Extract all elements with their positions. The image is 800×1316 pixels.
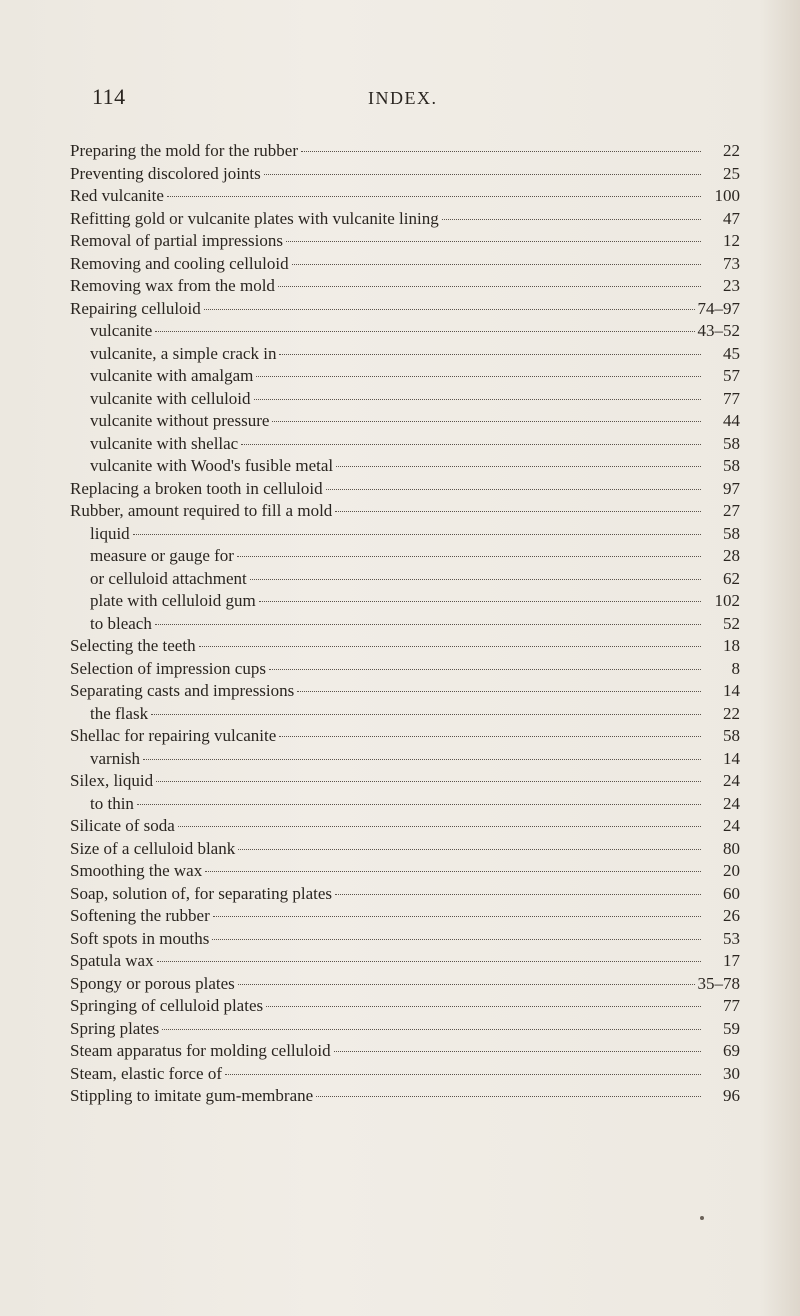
entry-page-ref: 28 — [723, 546, 740, 565]
dot-leader — [162, 1029, 701, 1030]
index-subentry — [70, 703, 740, 726]
index-subentry — [70, 568, 740, 591]
dot-leader — [199, 646, 701, 647]
page-header — [0, 84, 800, 112]
entry-page-ref: 57 — [723, 366, 740, 385]
index-entry — [70, 770, 740, 793]
index-subentry — [70, 748, 740, 771]
dot-leader — [254, 399, 701, 400]
entry-term: Silex, liquid — [70, 771, 154, 790]
entry-page-ref: 45 — [723, 343, 740, 363]
entry-page-ref: 102 — [714, 591, 740, 610]
entry-page-ref: 20 — [723, 861, 740, 880]
index-entry — [70, 298, 740, 321]
dot-leader — [334, 1051, 701, 1052]
index-subentry — [70, 523, 740, 546]
index-entry — [70, 230, 740, 253]
entry-page-ref: 14 — [723, 681, 740, 700]
index-entry — [70, 680, 740, 703]
entry-page-ref: 24 — [723, 816, 740, 835]
entry-page-ref: 59 — [723, 1018, 740, 1038]
dot-leader — [316, 1096, 701, 1097]
index-entry — [70, 253, 740, 276]
entry-page-ref: 18 — [723, 636, 740, 655]
entry-page-ref: 60 — [723, 883, 740, 903]
entry-page-ref: 17 — [723, 951, 740, 970]
index-entry — [70, 1085, 740, 1108]
index-entry — [70, 140, 740, 163]
entry-term: Spatula wax — [70, 951, 154, 970]
index-entry — [70, 500, 740, 523]
dot-leader — [213, 916, 701, 917]
index-subentry — [70, 545, 740, 568]
entry-term: Size of a celluloid blank — [70, 838, 236, 858]
dot-leader — [250, 579, 701, 580]
entry-page-ref: 62 — [723, 568, 740, 588]
index-entry — [70, 950, 740, 973]
index-subentry — [70, 455, 740, 478]
entry-term: vulcanite with shellac — [90, 433, 239, 453]
index-entry — [70, 275, 740, 298]
dot-leader — [335, 511, 701, 512]
entry-page-ref: 52 — [723, 613, 740, 633]
entry-term: to thin — [90, 793, 134, 813]
entry-term: Silicate of soda — [70, 816, 175, 835]
index-entry — [70, 815, 740, 838]
dot-leader — [238, 984, 695, 985]
index-subentry — [70, 410, 740, 433]
index-entry — [70, 883, 740, 906]
index-entry — [70, 1063, 740, 1086]
entry-term: vulcanite with celluloid — [90, 388, 251, 408]
entry-term: Selecting the teeth — [70, 636, 196, 655]
entry-term: Selection of impression cups — [70, 658, 266, 678]
index-subentry — [70, 388, 740, 411]
entry-page-ref: 25 — [723, 163, 740, 183]
dot-leader — [336, 466, 701, 467]
entry-page-ref: 58 — [723, 456, 740, 475]
dot-leader — [278, 286, 701, 287]
index-subentry — [70, 590, 740, 613]
entry-page-ref: 44 — [723, 411, 740, 430]
dot-leader — [225, 1074, 701, 1075]
running-title: INDEX. — [368, 88, 438, 108]
index-subentry — [70, 793, 740, 816]
entry-term: Soft spots in mouths — [70, 928, 210, 948]
dot-leader — [256, 376, 701, 377]
entry-term: Preparing the mold for the rubber — [70, 141, 299, 160]
entry-term: Removing and cooling celluloid — [70, 253, 289, 273]
entry-term: Replacing a broken tooth in celluloid — [70, 478, 323, 498]
entry-term: Stippling to imitate gum-membrane — [70, 1086, 314, 1105]
entry-page-ref: 100 — [714, 186, 740, 205]
index-subentry — [70, 365, 740, 388]
entry-term: or celluloid attachment — [90, 568, 247, 588]
entry-page-ref: 22 — [723, 141, 740, 160]
index-entry — [70, 1018, 740, 1041]
dot-leader — [292, 264, 701, 265]
entry-page-ref: 12 — [723, 231, 740, 250]
entry-page-ref: 74–97 — [697, 298, 740, 318]
entry-page-ref: 97 — [723, 478, 740, 498]
dot-leader — [155, 624, 701, 625]
entry-page-ref: 80 — [723, 838, 740, 858]
index-subentry — [70, 320, 740, 343]
entry-term: vulcanite with amalgam — [90, 366, 254, 385]
index-subentry — [70, 613, 740, 636]
entry-term: measure or gauge for — [90, 546, 234, 565]
entry-term: Steam apparatus for molding celluloid — [70, 1041, 331, 1060]
entry-term: Preventing discolored joints — [70, 163, 261, 183]
entry-page-ref: 47 — [723, 208, 740, 228]
index-entry — [70, 1040, 740, 1063]
entry-page-ref: 58 — [723, 726, 740, 745]
dot-leader — [269, 669, 701, 670]
entry-term: Red vulcanite — [70, 186, 164, 205]
dot-leader — [212, 939, 701, 940]
entry-term: the flask — [90, 703, 149, 723]
entry-page-ref: 69 — [723, 1041, 740, 1060]
entry-term: vulcanite with Wood's fusible metal — [90, 456, 334, 475]
entry-page-ref: 43–52 — [697, 321, 740, 340]
entry-term: plate with celluloid gum — [90, 591, 256, 610]
entry-page-ref: 77 — [723, 996, 740, 1015]
dot-leader — [326, 489, 701, 490]
entry-term: Repairing celluloid — [70, 298, 201, 318]
dot-leader — [157, 961, 701, 962]
dot-leader — [178, 826, 701, 827]
dot-leader — [266, 1006, 701, 1007]
dot-leader — [335, 894, 701, 895]
dot-leader — [205, 871, 701, 872]
entry-page-ref: 77 — [723, 388, 740, 408]
index-entries — [70, 140, 740, 1108]
index-entry — [70, 725, 740, 748]
index-entry — [70, 905, 740, 928]
dot-leader — [301, 151, 701, 152]
entry-term: Removing wax from the mold — [70, 276, 275, 295]
dot-leader — [442, 219, 701, 220]
entry-term: Soap, solution of, for separating plates — [70, 883, 333, 903]
index-entry — [70, 838, 740, 861]
entry-term: vulcanite, a simple crack in — [90, 343, 277, 363]
dot-leader — [143, 759, 701, 760]
dot-leader — [151, 714, 701, 715]
dot-leader — [272, 421, 701, 422]
entry-term: Spring plates — [70, 1018, 160, 1038]
entry-term: varnish — [90, 748, 141, 768]
dot-leader — [137, 804, 701, 805]
dot-leader — [237, 556, 701, 557]
index-entry — [70, 860, 740, 883]
dot-leader — [155, 331, 694, 332]
page-number: 114 — [92, 84, 126, 109]
dot-leader — [297, 691, 701, 692]
index-entry — [70, 658, 740, 681]
entry-page-ref: 24 — [723, 793, 740, 813]
entry-page-ref: 22 — [723, 703, 740, 723]
dot-leader — [204, 309, 695, 310]
entry-term: Springing of celluloid plates — [70, 996, 264, 1015]
entry-page-ref: 24 — [723, 771, 740, 790]
entry-term: Removal of partial impressions — [70, 231, 283, 250]
dot-leader — [156, 781, 701, 782]
entry-term: vulcanite without pressure — [90, 411, 270, 430]
dot-leader — [241, 444, 701, 445]
index-entry — [70, 163, 740, 186]
entry-term: Separating casts and impressions — [70, 681, 295, 700]
entry-term: Softening the rubber — [70, 906, 210, 925]
dot-leader — [133, 534, 701, 535]
index-entry — [70, 208, 740, 231]
entry-term: vulcanite — [90, 321, 153, 340]
entry-term: Refitting gold or vulcanite plates with vulcanite lining — [70, 208, 439, 228]
entry-page-ref: 73 — [723, 253, 740, 273]
index-entry — [70, 635, 740, 658]
index-entry — [70, 973, 740, 996]
dot-leader — [167, 196, 701, 197]
index-entry — [70, 478, 740, 501]
entry-page-ref: 8 — [731, 658, 740, 678]
index-subentry — [70, 343, 740, 366]
entry-page-ref: 53 — [723, 928, 740, 948]
index-subentry — [70, 433, 740, 456]
entry-term: to bleach — [90, 613, 152, 633]
entry-term: Smoothing the wax — [70, 861, 203, 880]
print-speck — [700, 1216, 704, 1220]
dot-leader — [264, 174, 701, 175]
entry-page-ref: 23 — [723, 276, 740, 295]
index-entry — [70, 995, 740, 1018]
dot-leader — [279, 354, 701, 355]
dot-leader — [238, 849, 701, 850]
entry-term: Shellac for repairing vulcanite — [70, 726, 277, 745]
entry-term: Steam, elastic force of — [70, 1063, 222, 1083]
entry-page-ref: 58 — [723, 433, 740, 453]
index-entry — [70, 928, 740, 951]
index-entry — [70, 185, 740, 208]
entry-page-ref: 35–78 — [697, 973, 740, 993]
entry-page-ref: 30 — [723, 1063, 740, 1083]
dot-leader — [259, 601, 701, 602]
entry-page-ref: 58 — [723, 523, 740, 543]
dot-leader — [279, 736, 701, 737]
entry-term: liquid — [90, 523, 130, 543]
dot-leader — [286, 241, 701, 242]
entry-term: Rubber, amount required to fill a mold — [70, 501, 333, 520]
entry-term: Spongy or porous plates — [70, 973, 235, 993]
entry-page-ref: 26 — [723, 906, 740, 925]
entry-page-ref: 14 — [723, 748, 740, 768]
entry-page-ref: 27 — [723, 501, 740, 520]
entry-page-ref: 96 — [723, 1086, 740, 1105]
